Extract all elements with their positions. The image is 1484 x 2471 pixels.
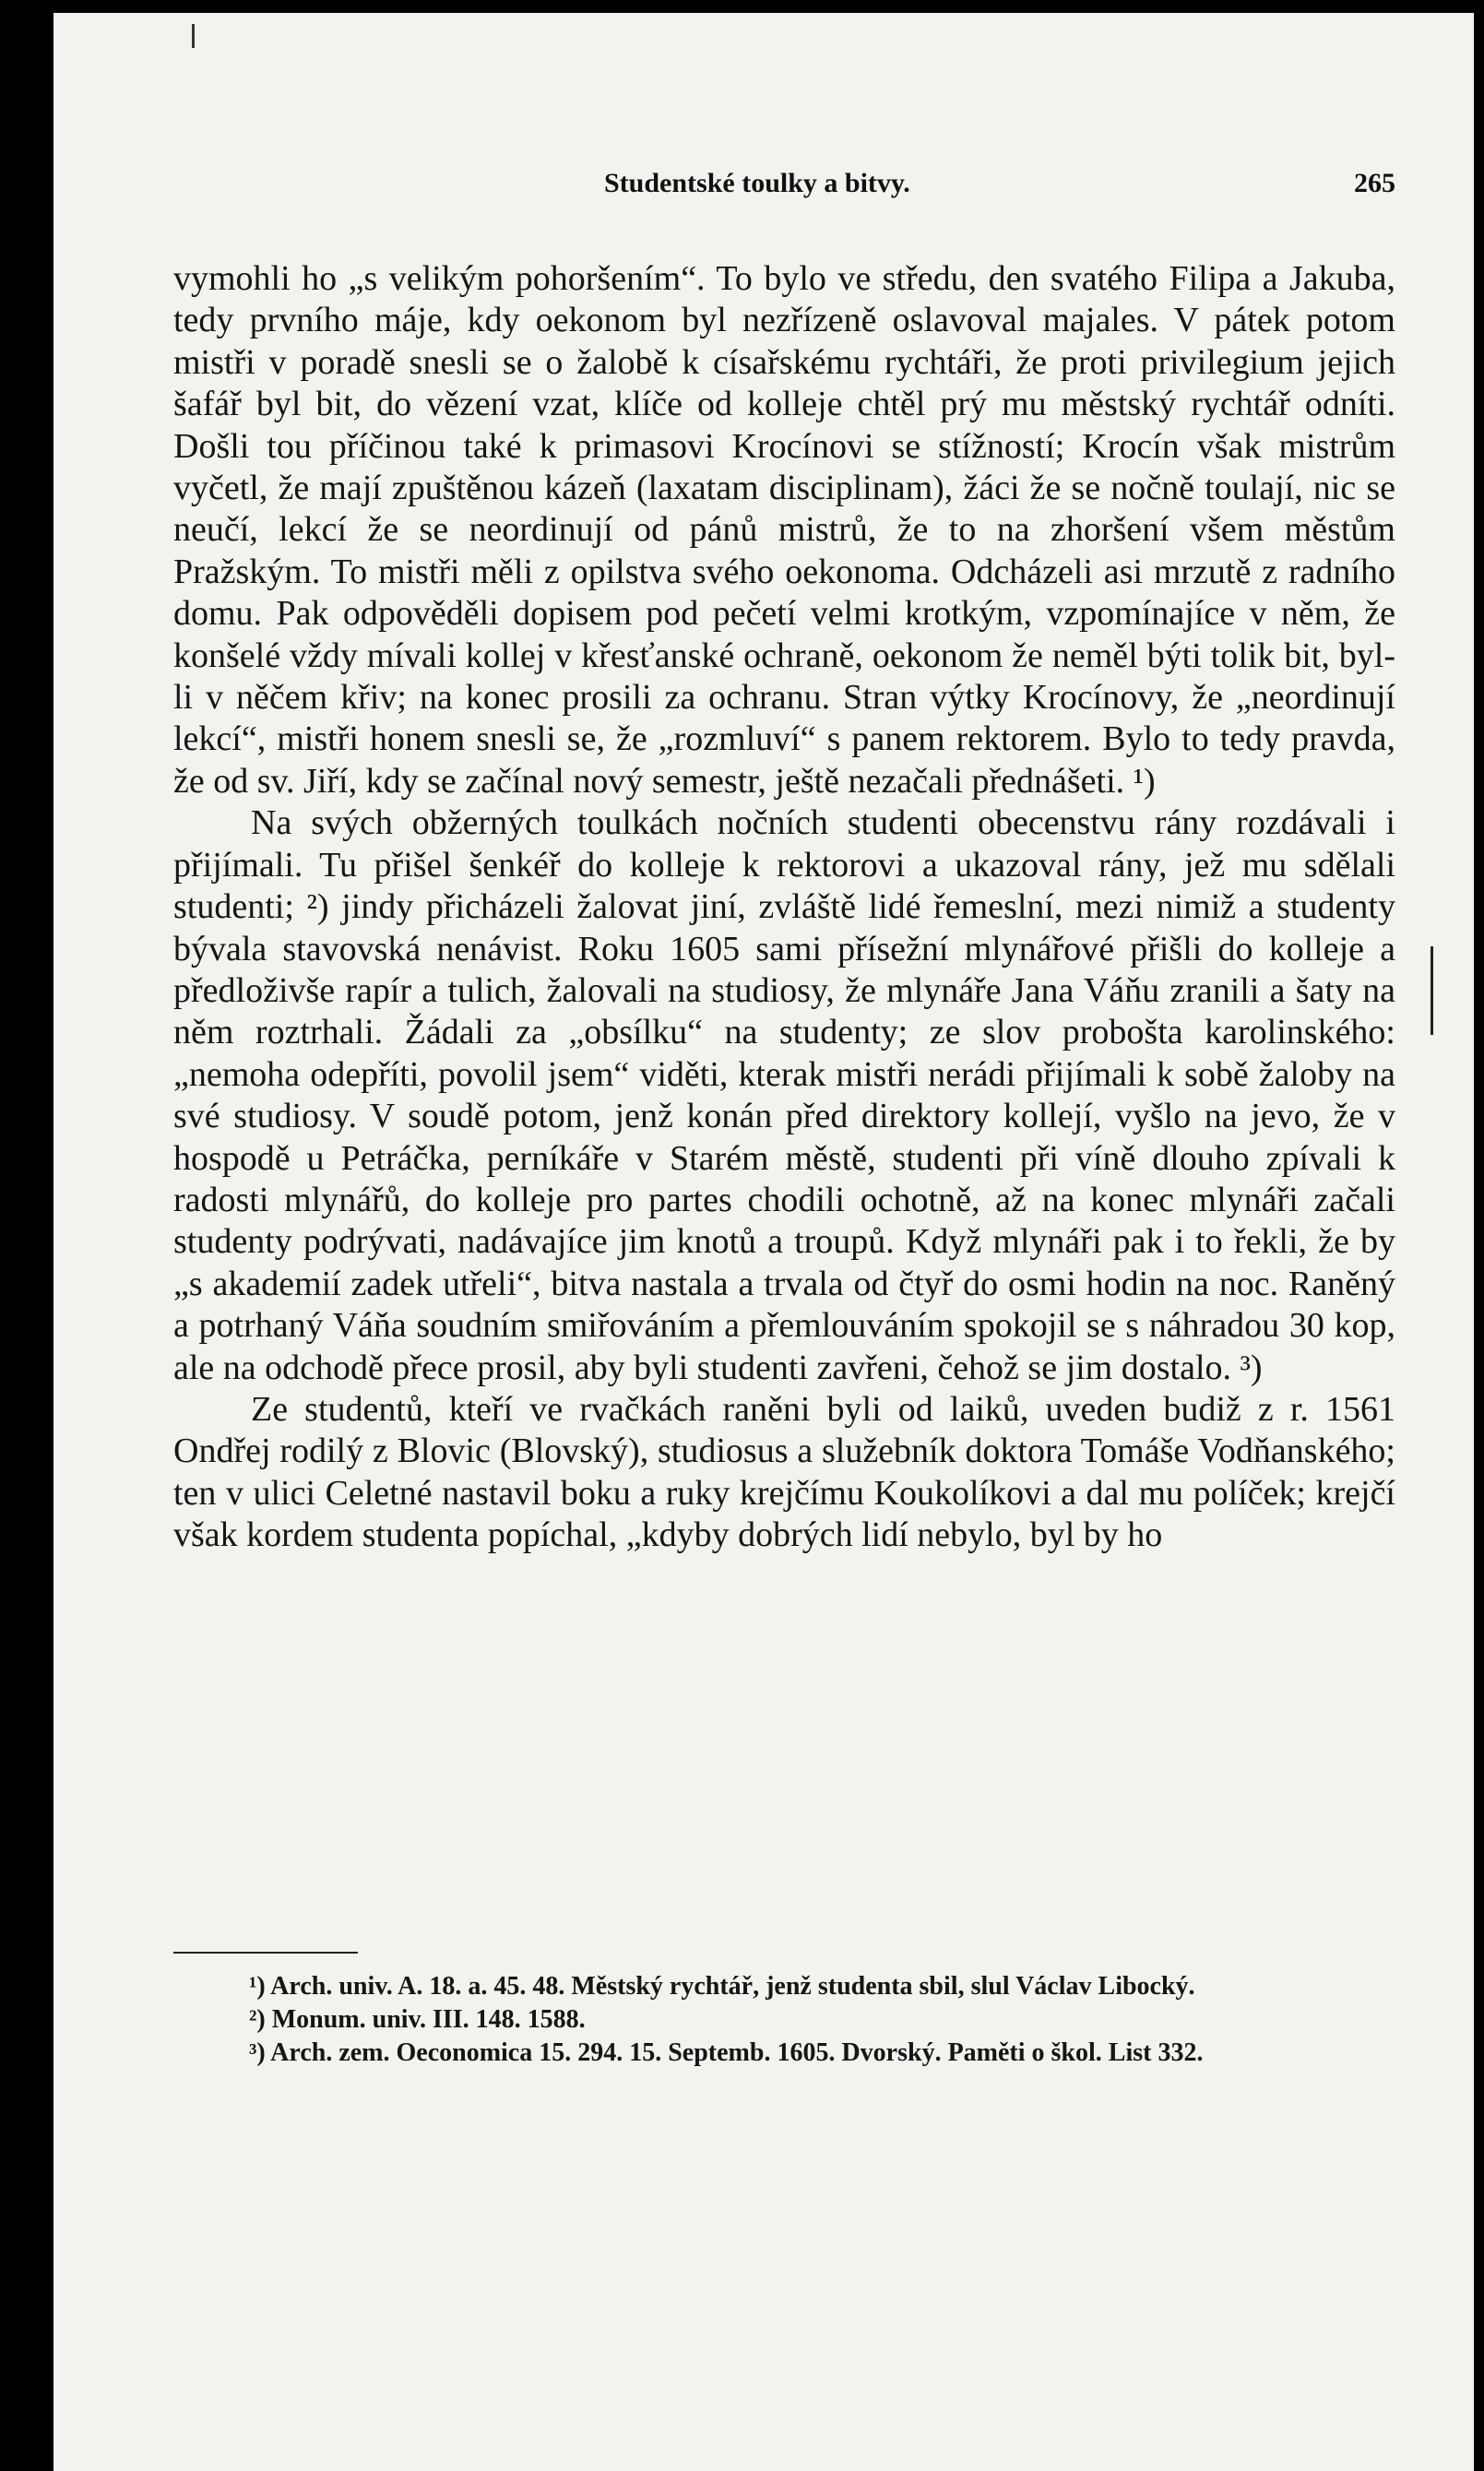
book-page	[53, 13, 1474, 2471]
scan-edge-mark	[192, 24, 195, 48]
footnote-divider	[173, 1952, 358, 1954]
footnote-3: ³) Arch. zem. Oeconomica 15. 294. 15. Septemb. 1605. Dvorský. Paměti o škol. List 332.	[249, 2038, 1204, 2067]
page-header	[173, 168, 1395, 214]
footnote-2: ²) Monum. univ. III. 148. 1588.	[249, 2005, 586, 2034]
page-number: 265	[1354, 168, 1395, 198]
footnote-1: ¹) Arch. univ. A. 18. a. 45. 48. Městský rychtář, jenž studenta sbil, slul Václav Libocký.	[249, 1972, 1195, 2001]
paragraph-1: vymohli ho „s velikým pohoršením“. To bylo ve středu, den svatého Filipa a Jakuba, tedy prvního máje, kdy oekonom byl nezřízeně oslavoval majales. V pátek potom mistři v poradě snesli se o žalobě k císařskému rychtáři, že proti privilegium jejich šafář byl bit, do vězení vzat, klíče od kolleje chtěl prý mu městský rychtář odníti. Došli tou příčinou také k primasovi Krocínovi se stížností; Krocín však mistrům vyčetl, že mají zpuštěnou kázeň (laxatam disciplinam), žáci že se nočně toulají, nic se neučí, lekcí že se neordinují od pánů mistrů, že to na zhoršení všem městům Pražským. To mistři měli z opilstva svého oekonoma. Odcházeli asi mrzutě z radního domu. Pak odpověděli dopisem pod pečetí velmi krotkým, vzpomínajíce v něm, že konšelé vždy mívali kollej v křesťanské ochraně, oekonom že neměl býti tolik bit, byl-li v něčem křiv; na konec prosili za ochranu. Stran výtky Krocínovy, že „neordinují lekcí“, mistři honem snesli se, že „rozmluví“ s panem rektorem. Bylo to tedy pravda, že od sv. Jiří, kdy se začínal nový semestr, ještě nezačali přednášeti. ¹)	[173, 259, 1395, 801]
paragraph-3: Ze studentů, kteří ve rvačkách raněni byli od laiků, uveden budiž z r. 1561 Ondřej rodilý z Blovic (Blovský), studiosus a služebník doktora Tomáše Vodňanského; ten v ulici Celetné nastavil boku a ruky krejčímu Koukolíkovi a dal mu políček; krejčí však kordem studenta popíchal, „kdyby dobrých lidí nebylo, byl by ho	[173, 1389, 1395, 1555]
running-title: Studentské toulky a bitvy.	[604, 168, 910, 198]
footnotes	[173, 1970, 1395, 2070]
body-text	[173, 258, 1395, 1557]
margin-line-mark	[1431, 946, 1433, 1035]
paragraph-2: Na svých obžerných toulkách nočních studenti obecenstvu rány rozdávali i přijímali. Tu přišel šenkéř do kolleje k rektorovi a ukazoval rány, jež mu sdělali studenti; ²) jindy přicházeli žalovat jiní, zvláště lidé řemeslní, mezi nimiž a studenty bývala stavovská nenávist. Roku 1605 sami přísežní mlynářové přišli do kolleje a předloživše rapír a tulich, žalovali na studiosy, že mlynáře Jana Váňu zranili a šaty na něm roztrhali. Žádali za „obsílku“ na studenty; ze slov probošta karolinského: „nemoha odepříti, povolil jsem“ viděti, kterak mistři nerádi přijímali k sobě žaloby na své studiosy. V soudě potom, jenž konán před direktory kollejí, vyšlo na jevo, že v hospodě u Petráčka, perníkáře v Starém městě, studenti při víně dlouho zpívali k radosti mlynářů, do kolleje pro partes chodili ochotně, až na konec mlynáři začali studenty podrývati, nadávajíce jim knotů a troupů. Když mlynáři pak i to řekli, že by „s akademií zadek utřeli“, bitva nastala a trvala od čtyř do osmi hodin na noc. Raněný a potrhaný Váňa soudním smiřováním a přemlouváním spokojil se s náhradou 30 kop, ale na odchodě přece prosil, aby byli studenti zavřeni, čehož se jim dostalo. ³)	[173, 803, 1395, 1387]
